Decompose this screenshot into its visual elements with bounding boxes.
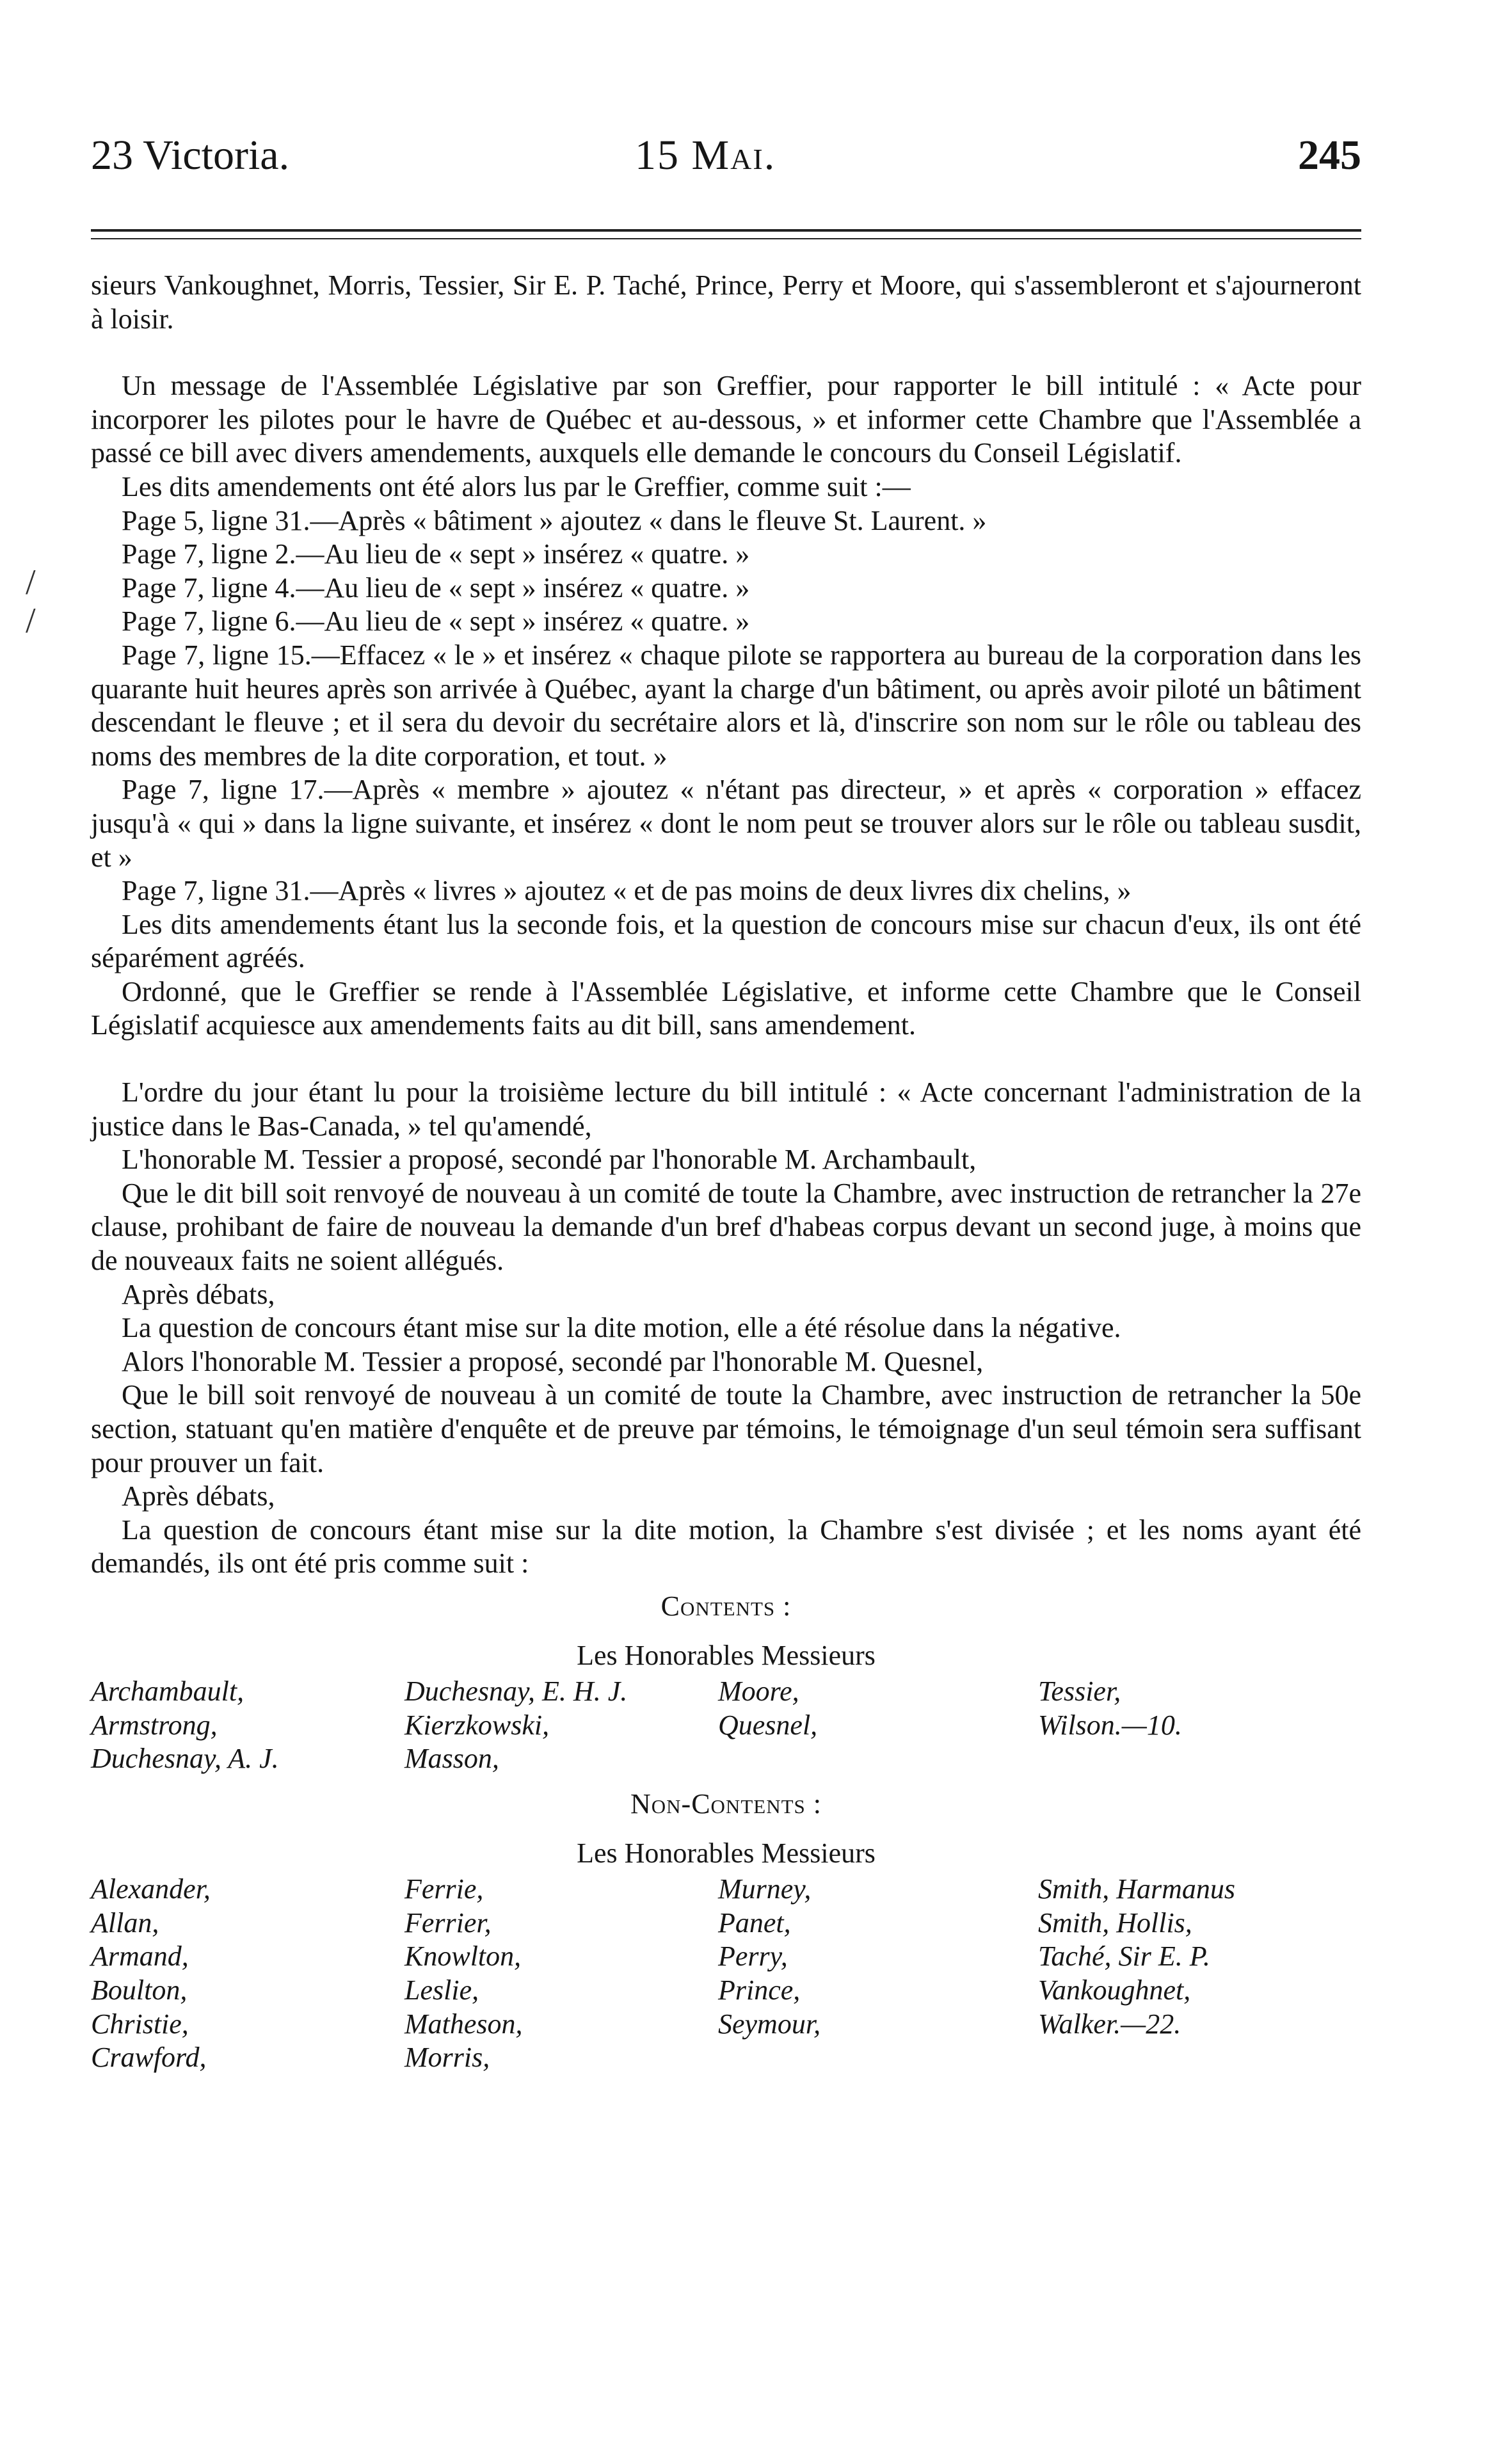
member-name: Armstrong, xyxy=(91,1709,218,1741)
amendment-3: Page 7, ligne 4.—Au lieu de « sept » insérez « quatre. » xyxy=(122,572,750,604)
paragraph-continued: sieurs Vankoughnet, Morris, Tessier, Sir E. P. Taché, Prince, Perry et Moore, qui s'assembleront et s'ajourneront à loisir. xyxy=(91,269,1361,335)
member-name: Moore, xyxy=(718,1676,799,1708)
header-date: 15 Mai. xyxy=(635,132,776,179)
member-name: Tessier, xyxy=(1038,1676,1121,1708)
non-contents-col-2 xyxy=(404,1873,718,2075)
paragraph-debate-2: Après débats, xyxy=(122,1480,275,1512)
member-name: Kierzkowski, xyxy=(404,1709,550,1741)
member-name: Vankoughnet, xyxy=(1038,1974,1191,2006)
contents-subheading: Les Honorables Messieurs xyxy=(577,1639,876,1671)
paragraph-motion-1: L'honorable M. Tessier a proposé, secondé par l'honorable M. Archambault, xyxy=(122,1144,977,1176)
member-name: Perry, xyxy=(718,1940,788,1972)
member-name: Wilson.—10. xyxy=(1038,1709,1182,1741)
member-name: Leslie, xyxy=(404,1974,479,2006)
member-name: Matheson, xyxy=(404,2008,523,2040)
margin-mark-1: / xyxy=(26,563,36,602)
member-name: Smith, Harmanus xyxy=(1038,1873,1236,1905)
paragraph-debate-1: Après débats, xyxy=(122,1278,275,1310)
paragraph-motion-1-text: Que le dit bill soit renvoyé de nouveau à un comité de toute la Chambre, avec instruction de retrancher la 27e clause, prohibant de faire de nouveau la demande d'un bref d'habeas corpus devant un second juge, à moins que de nouveaux faits ne soient allégués. xyxy=(91,1177,1361,1277)
member-name: Armand, xyxy=(91,1940,189,1972)
page-number: 245 xyxy=(1298,132,1361,179)
paragraph-order-of-day: L'ordre du jour étant lu pour la troisième lecture du bill intitulé : « Acte concernant l'administration de la justice dans le Bas-Canada, » tel qu'amendé, xyxy=(91,1076,1361,1142)
page-header xyxy=(91,131,1361,189)
contents-col-3 xyxy=(718,1675,1038,1776)
paragraph-message: Un message de l'Assemblée Législative par son Greffier, pour rapporter le bill intitulé : « Acte pour incorporer les pilotes pour le havre de Québec et au-dessous, » et informer cette Chambre que l'Assemblée a passé ce bill avec divers amendements, auxquels elle demande le concours du Conseil Législatif. xyxy=(91,370,1361,469)
paragraph-amendments-intro: Les dits amendements ont été alors lus par le Greffier, comme suit :— xyxy=(122,470,911,502)
header-rule-thin xyxy=(91,238,1361,239)
paragraph-motion-2-text: Que le bill soit renvoyé de nouveau à un comité de toute la Chambre, avec instruction de retrancher la 50e section, statuant qu'en matière d'enquête et de preuve par témoins, le témoignage d'un seul témoin sera suffisant pour prouver un fait. xyxy=(91,1379,1361,1478)
page-body xyxy=(91,269,1361,2075)
contents-col-1 xyxy=(91,1675,404,1776)
member-name: Murney, xyxy=(718,1873,812,1905)
member-name: Archambault, xyxy=(91,1676,244,1708)
member-name: Masson, xyxy=(404,1743,499,1775)
member-name: Allan, xyxy=(91,1907,159,1939)
non-contents-col-4 xyxy=(1038,1873,1361,2075)
member-name: Taché, Sir E. P. xyxy=(1038,1940,1210,1972)
member-name: Christie, xyxy=(91,2008,189,2040)
header-session: 23 Victoria. xyxy=(91,132,290,179)
non-contents-heading: Non-Contents : xyxy=(630,1788,822,1820)
member-name: Ferrie, xyxy=(404,1873,484,1905)
paragraph-ordered: Ordonné, que le Greffier se rende à l'Assemblée Législative, et informe cette Chambre que le Conseil Législatif acquiesce aux amendements faits au dit bill, sans amendement. xyxy=(91,975,1361,1041)
member-name: Crawford, xyxy=(91,2042,207,2074)
member-name: Knowlton, xyxy=(404,1940,522,1972)
member-name: Morris, xyxy=(404,2042,490,2074)
member-name: Duchesnay, A. J. xyxy=(91,1743,279,1775)
member-name: Panet, xyxy=(718,1907,791,1939)
non-contents-subheading: Les Honorables Messieurs xyxy=(577,1837,876,1869)
contents-col-4 xyxy=(1038,1675,1361,1776)
amendment-6: Page 7, ligne 17.—Après « membre » ajoutez « n'étant pas directeur, » et après « corporation » effacez jusqu'à « qui » dans la ligne suivante, et insérez « dont le nom peut se trouver alors sur le rôle ou tableau susdit, et » xyxy=(91,774,1361,873)
contents-col-2 xyxy=(404,1675,718,1776)
contents-heading: Contents : xyxy=(660,1590,792,1622)
non-contents-col-3 xyxy=(718,1873,1038,2075)
amendment-1: Page 5, ligne 31.—Après « bâtiment » ajoutez « dans le fleuve St. Laurent. » xyxy=(122,504,987,536)
member-name: Alexander, xyxy=(91,1873,211,1905)
paragraph-motion-2: Alors l'honorable M. Tessier a proposé, secondé par l'honorable M. Quesnel, xyxy=(122,1345,984,1377)
header-rule-thick xyxy=(91,229,1361,232)
contents-list xyxy=(91,1675,1361,1776)
member-name: Seymour, xyxy=(718,2008,821,2040)
margin-annotation xyxy=(26,563,36,640)
amendment-5: Page 7, ligne 15.—Effacez « le » et insérez « chaque pilote se rapportera au bureau de la corporation dans les quarante huit heures après son arrivée à Québec, ayant la charge d'un bâtiment, ou après avoir piloté un bâtiment descendant le fleuve ; et il sera du devoir du secrétaire alors et là, d'inscrire son nom sur le rôle ou tableau des noms des membres de la dite corporation, et tout. » xyxy=(91,639,1361,772)
non-contents-list xyxy=(91,1873,1361,2075)
member-name: Ferrier, xyxy=(404,1907,492,1939)
member-name: Prince, xyxy=(718,1974,801,2006)
non-contents-col-1 xyxy=(91,1873,404,2075)
paragraph-negative: La question de concours étant mise sur la dite motion, elle a été résolue dans la négative. xyxy=(122,1312,1121,1344)
member-name: Smith, Hollis, xyxy=(1038,1907,1192,1939)
amendment-7: Page 7, ligne 31.—Après « livres » ajoutez « et de pas moins de deux livres dix chelins, » xyxy=(122,875,1132,907)
paragraph-division: La question de concours étant mise sur la dite motion, la Chambre s'est divisée ; et les noms ayant été demandés, ils ont été pris comme suit : xyxy=(91,1514,1361,1580)
member-name: Boulton, xyxy=(91,1974,188,2006)
paragraph-agreed: Les dits amendements étant lus la seconde fois, et la question de concours mise sur chacun d'eux, ils ont été séparément agréés. xyxy=(91,908,1361,974)
member-name: Quesnel, xyxy=(718,1709,818,1741)
member-name: Duchesnay, E. H. J. xyxy=(404,1676,628,1708)
margin-mark-2: / xyxy=(26,601,36,641)
amendment-4: Page 7, ligne 6.—Au lieu de « sept » insérez « quatre. » xyxy=(122,605,750,637)
member-name: Walker.—22. xyxy=(1038,2008,1181,2040)
amendment-2: Page 7, ligne 2.—Au lieu de « sept » insérez « quatre. » xyxy=(122,538,750,570)
